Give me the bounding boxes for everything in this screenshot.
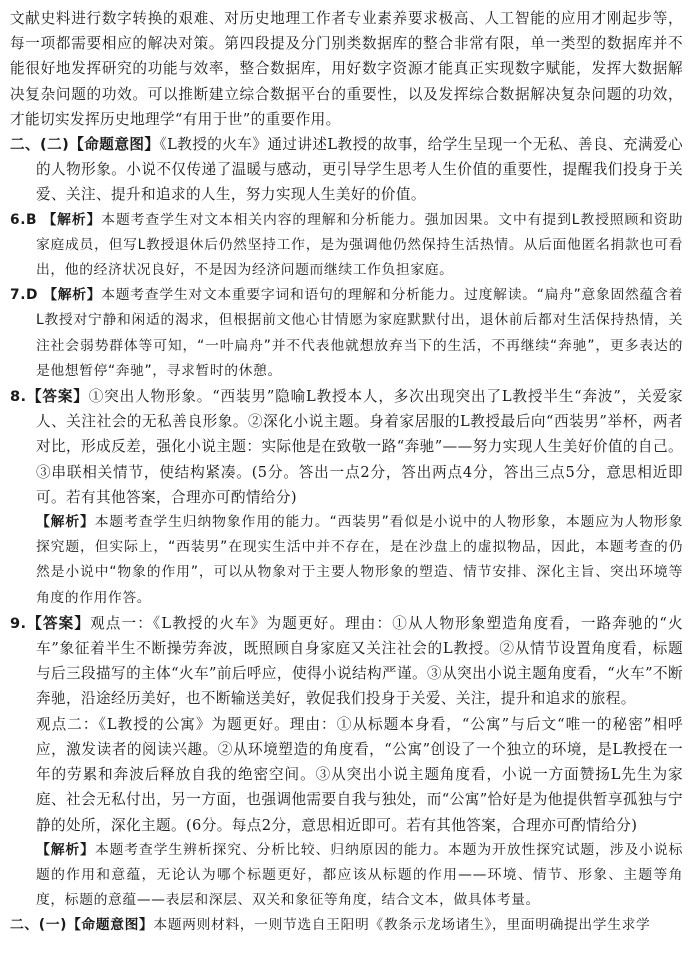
question-8-label: 8. bbox=[10, 388, 27, 406]
section-heading: 二、(一)【命题意图】 bbox=[10, 917, 154, 934]
section-heading: 二、(二)【命题意图】 bbox=[10, 136, 160, 154]
analysis-tag: 【解析】 bbox=[36, 514, 95, 531]
question-6-analysis: 本题考查学生对文本相关内容的理解和分析能力。强加因果。文中有提到L教授照顾和资助家庭成员，但写L教授退休后仍然坚持工作，是为强调他仍然保持生活热情。从后面他匿名捐款也可看出，他的经济状况良好，不是因为经济问题而继续工作负担家庭。 bbox=[36, 211, 683, 279]
question-6 bbox=[10, 208, 683, 284]
question-9-view-2-text: 观点二：《L教授的公寓》为题更好。理由：①从标题本身看，“公寓”与后文“唯一的秘密”相呼应，激发读者的阅读兴趣。②从环境塑造的角度看，“公寓”创设了一个独立的环境，是L教授在一年的劳累和奔波后释放自我的绝密空间。③从突出小说主题角度看，小说一方面赞扬L先生为家庭、社会无私付出，另一方面，也强调他需要自我与独处，而“公寓”恰好是为他提供暂享孤独与宁静的处所，深化主题。(6分。每点2分，意思相近即可。若有其他答案，合理亦可酌情给分) bbox=[36, 715, 683, 834]
question-9-analysis-text: 本题考查学生辨析探究、分析比较、归纳原因的能力。本题为开放性探究试题，涉及小说标题的作用和意蕴，无论认为哪个标题更好，都应该从标题的作用——环境、情节、形象、主题等角度，标题的意蕴——表层和深层、双关和象征等角度，结合文本，做具体考量。 bbox=[36, 841, 684, 909]
analysis-tag: 【解析】 bbox=[43, 287, 102, 304]
section-intent-classical bbox=[10, 913, 683, 938]
paragraph-continuation bbox=[10, 6, 683, 132]
question-7 bbox=[10, 283, 683, 384]
question-9-label: 9. bbox=[10, 614, 27, 632]
question-8-analysis-text: 本题考查学生归纳物象作用的能力。“西装男”看似是小说中的人物形象，本题应为人物形象探究题，但实际上，“西装男”在现实生活中并不存在，是在沙盘上的虚拟物品，因此，本题考查的仍然是小说中“物象的作用”，可以从物象对于主要人物形象的塑造、情节安排、深化主旨、突出环境等角度的作用作答。 bbox=[36, 514, 683, 606]
section-intent-text: 本题两则材料，一则节选自王阳明《教条示龙场诸生》，里面明确提出学生求学 bbox=[153, 917, 651, 934]
question-8-answer bbox=[10, 384, 683, 510]
answer-tag: 【答案】 bbox=[26, 614, 91, 632]
paragraph-text: 文献史料进行数字转换的艰难、对历史地理工作者专业素养要求极高、人工智能的应用才刚起步等，每一项都需要相应的解决对策。第四段提及分门别类数据库的整合非常有限，单一类型的数据库并不能很好地发挥研究的功能与效率，整合数据库，用好数字资源才能真正实现数字赋能，发挥大数据解决复杂问题的功效。可以推断建立综合数据平台的重要性，以及发挥综合数据解决复杂问题的功效，才能切实发挥历史地理学“有用于世”的重要作用。 bbox=[10, 10, 683, 128]
question-8-analysis bbox=[10, 510, 683, 611]
analysis-tag: 【解析】 bbox=[42, 211, 102, 228]
question-7-analysis: 本题考查学生对文本重要字词和语句的理解和分析能力。过度解读。“扁舟”意象固然蕴含着L教授对宁静和闲适的渴求，但根据前文他心甘情愿为家庭默默付出，退休前后都对生活保持热情，关注社会弱势群体等可知，“一叶扁舟”并不代表他就想放弃当下的生活，不再继续“奔驰”，更多表达的是他想暂停“奔驰”，寻求暂时的休憩。 bbox=[36, 287, 683, 379]
section-intent-novel bbox=[10, 132, 683, 208]
question-8-answer-text: ①突出人物形象。“西装男”隐喻L教授本人，多次出现突出了L教授半生“奔波”，关爱家人、关注社会的无私善良形象。②深化小说主题。身着家居服的L教授最后向“西装男”举杯，两者对比，形成反差，强化小说主题：实际他是在致敬一路“奔驰”——努力实现人生美好价值的自己。③串联相关情节，使结构紧凑。(5分。答出一点2分，答出两点4分，答出三点5分，意思相近即可。若有其他答案，合理亦可酌情给分) bbox=[36, 388, 683, 506]
question-7-label: 7.D bbox=[10, 287, 39, 304]
question-9-view-1: 观点一：《L教授的火车》为题更好。理由：①从人物形象塑造角度看，一路奔驰的“火车”象征着半生不断操劳奔波，既照顾自身家庭又关注社会的L教授。②从情节设置角度看，标题与后三段描写的主体“火车”前后呼应，使得小说结构严谨。③从突出小说主题角度看，“火车”不断奔驰，沿途经历美好，也不断输送美好，敦促我们投身于关爱、关注，提升和追求的旅程。 bbox=[36, 614, 683, 708]
question-9-analysis bbox=[10, 838, 683, 914]
answer-tag: 【答案】 bbox=[26, 388, 89, 406]
section-intent-text: 《L教授的火车》通过讲述L教授的故事，给学生呈现一个无私、善良、充满爱心的人物形象。小说不仅传递了温暖与感动，更引导学生思考人生价值的重要性，提醒我们投身于关爱、关注、提升和追求的人生，努力实现人生美好的价值。 bbox=[36, 136, 683, 204]
question-9-view-2 bbox=[10, 712, 683, 838]
question-9-answer bbox=[10, 611, 683, 712]
question-6-label: 6.B bbox=[10, 211, 38, 228]
analysis-tag: 【解析】 bbox=[36, 841, 95, 858]
